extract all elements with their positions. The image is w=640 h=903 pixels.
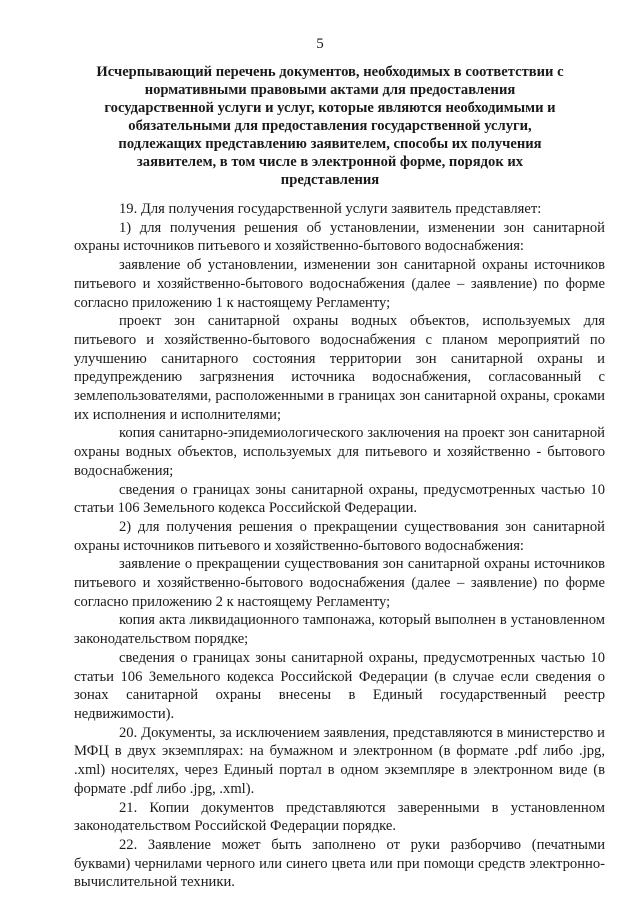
paragraph-copy-conclusion: копия санитарно-эпидемиологического заключения на проект зон санитарной охраны водных объектов, используемых для питьевого и хозяйственно - бытового водоснабжения; xyxy=(74,425,605,479)
page-number: 5 xyxy=(316,36,324,52)
paragraph-19: 19. Для получения государственной услуги заявитель представляет: xyxy=(119,201,542,217)
section-heading: Исчерпывающий перечень документов, необходимых в соответствии с нормативными правовыми актами для предоставления государственной услуги и услуг, которые являются необходимыми и обязательными для предоставления государственной услуги, подлежащих представлению заявителем, способы их получения заявителем, в том числе в электронной форме, порядок их представления xyxy=(96,64,564,188)
paragraph-application-establish: заявление об установлении, изменении зон санитарной охраны источников питьевого и хозяйственно-бытового водоснабжения (далее – заявление) по форме согласно приложению 1 к настоящему Регламенту; xyxy=(74,257,605,311)
paragraph-application-terminate: заявление о прекращении существования зон санитарной охраны источников питьевого и хозяйственно-бытового водоснабжения (далее – заявление) по форме согласно приложению 2 к настоящему Регламенту; xyxy=(74,556,605,610)
paragraph-21: 21. Копии документов представляются заверенными в установленном законодательством Российской Федерации порядке. xyxy=(74,799,605,835)
paragraph-19-item-2: 2) для получения решения о прекращении существования зон санитарной охраны источников питьевого и хозяйственно-бытового водоснабжения: xyxy=(74,518,605,554)
paragraph-20: 20. Документы, за исключением заявления, представляются в министерство и МФЦ в двух экземплярах: на бумажном и электронном (в формате .pdf либо .jpg, .xml) носителях, через Единый портал в одном экземпляре в электронном виде (в формате .pdf либо .jpg, .xml). xyxy=(74,724,605,797)
document-body xyxy=(74,200,605,892)
paragraph-zone-boundaries-2: сведения о границах зоны санитарной охраны, предусмотренных частью 10 статьи 106 Земельного кодекса Российской Федерации (в случае если сведения о зонах санитарной охраны внесены в Единый государственный реестр недвижимости). xyxy=(74,649,605,722)
paragraph-zone-boundaries-1: сведения о границах зоны санитарной охраны, предусмотренных частью 10 статьи 106 Земельного кодекса Российской Федерации. xyxy=(74,481,605,517)
paragraph-copy-act: копия акта ликвидационного тампонажа, который выполнен в установленном законодательством порядке; xyxy=(74,612,605,648)
paragraph-22: 22. Заявление может быть заполнено от руки разборчиво (печатными буквами) чернилами черного или синего цвета или при помощи средств электронно-вычислительной техники. xyxy=(74,836,605,891)
paragraph-19-item-1: 1) для получения решения об установлении, изменении зон санитарной охраны источников питьевого и хозяйственно-бытового водоснабжения: xyxy=(74,219,605,255)
paragraph-project-zones: проект зон санитарной охраны водных объектов, используемых для питьевого и хозяйственно-бытового водоснабжения с планом мероприятий по улучшению санитарного состояния территории зон санитарной охраны и предупреждению загрязнения источника водоснабжения, согласованный с землепользователями, расположенными в границах зон санитарной охраны, сроками их исполнения и исполнителями; xyxy=(74,313,605,423)
